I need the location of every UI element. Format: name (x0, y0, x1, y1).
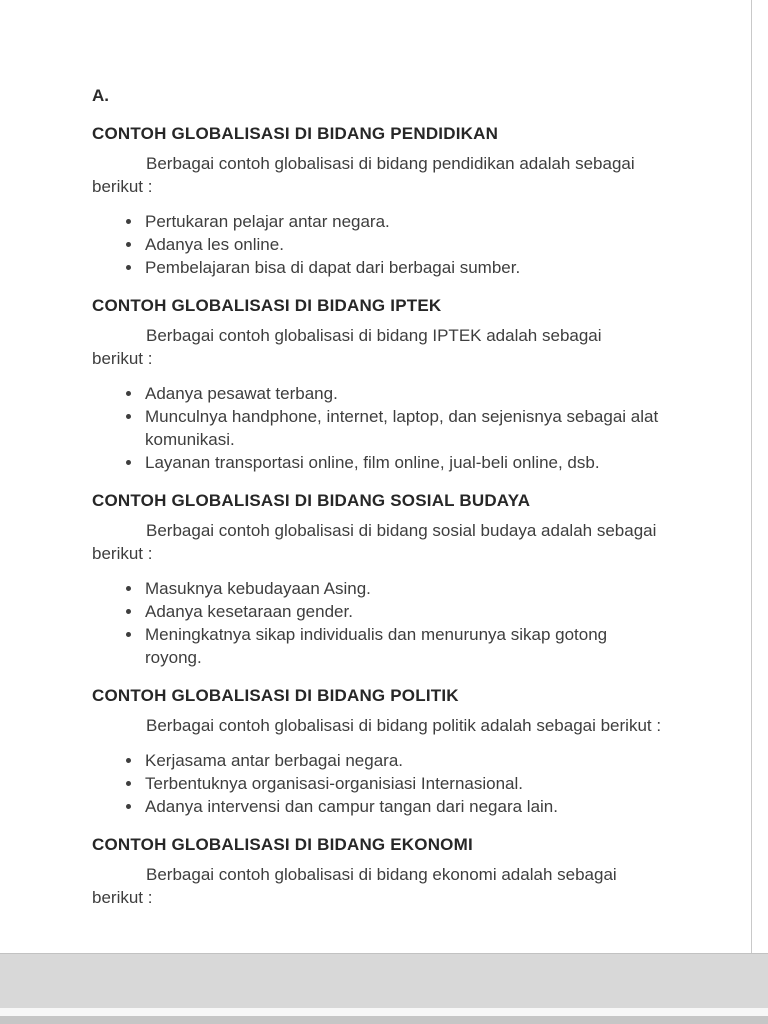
bullet-list-sosial-budaya (92, 577, 664, 669)
page-edge-line (751, 0, 752, 953)
section-heading-ekonomi: CONTOH GLOBALISASI DI BIDANG EKONOMI (92, 835, 473, 854)
section-heading-sosial-budaya: CONTOH GLOBALISASI DI BIDANG SOSIAL BUDAYA (92, 491, 531, 510)
section-intro-pendidikan: Berbagai contoh globalisasi di bidang pendidikan adalah sebagai berikut : (92, 154, 635, 196)
bullet-list-pendidikan (92, 210, 664, 279)
bullet-item: • Meningkatnya sikap individualis dan menurunya sikap gotong royong. (143, 623, 664, 669)
viewer-bottom-strip (0, 1016, 768, 1024)
bullet-item: • Kerjasama antar berbagai negara. (143, 749, 664, 772)
bullet-list-politik (92, 749, 664, 818)
bullet-item: • Masuknya kebudayaan Asing. (143, 577, 664, 600)
bullet-list-iptek (92, 382, 664, 474)
section-pendidikan (92, 122, 664, 279)
section-sosial-budaya (92, 489, 664, 669)
bullet-item: • Munculnya handphone, internet, laptop, dan sejenisnya sebagai alat komunikasi. (143, 405, 664, 451)
bullet-item: • Terbentuknya organisasi-organisiasi Internasional. (143, 772, 664, 795)
section-intro-ekonomi: Berbagai contoh globalisasi di bidang ekonomi adalah sebagai berikut : (92, 865, 617, 907)
section-ekonomi (92, 833, 664, 909)
section-heading-pendidikan: CONTOH GLOBALISASI DI BIDANG PENDIDIKAN (92, 124, 499, 143)
page-gap-background (0, 953, 768, 1009)
section-iptek (92, 294, 664, 474)
bullet-item: • Adanya kesetaraan gender. (143, 600, 664, 623)
section-intro-sosial-budaya: Berbagai contoh globalisasi di bidang sosial budaya adalah sebagai berikut : (92, 521, 657, 563)
section-heading-politik: CONTOH GLOBALISASI DI BIDANG POLITIK (92, 686, 459, 705)
section-heading-iptek: CONTOH GLOBALISASI DI BIDANG IPTEK (92, 296, 442, 315)
bullet-item: • Pertukaran pelajar antar negara. (143, 210, 664, 233)
section-intro-politik: Berbagai contoh globalisasi di bidang politik adalah sebagai berikut : (146, 716, 662, 735)
bullet-item: • Adanya les online. (143, 233, 664, 256)
bullet-item: • Layanan transportasi online, film online, jual-beli online, dsb. (143, 451, 664, 474)
outline-label: A. (92, 86, 109, 105)
bullet-item: • Pembelajaran bisa di dapat dari berbagai sumber. (143, 256, 664, 279)
section-politik (92, 684, 664, 818)
next-page-top-edge (0, 1008, 768, 1016)
bullet-item: • Adanya intervensi dan campur tangan dari negara lain. (143, 795, 664, 818)
section-intro-iptek: Berbagai contoh globalisasi di bidang IPTEK adalah sebagai berikut : (92, 326, 602, 368)
bullet-item: • Adanya pesawat terbang. (143, 382, 664, 405)
